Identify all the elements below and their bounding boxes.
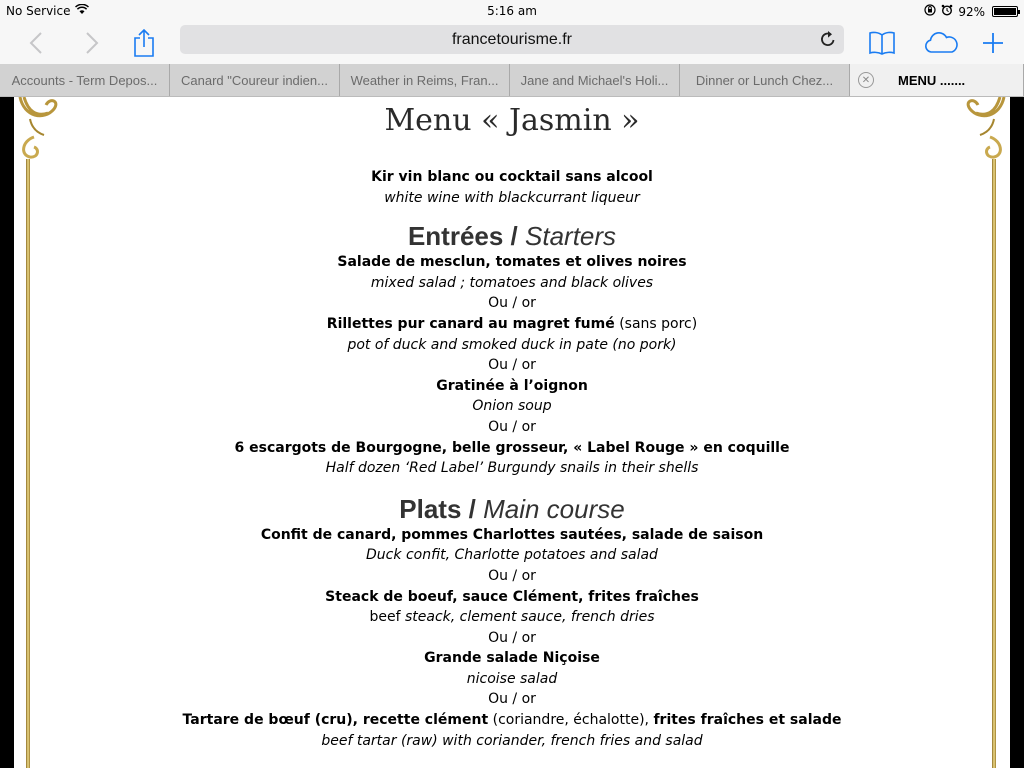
tab-label: Canard "Coureur indien... — [181, 72, 328, 88]
orientation-lock-icon — [924, 4, 936, 19]
alarm-icon — [941, 4, 953, 19]
forward-icon[interactable] — [82, 27, 102, 59]
menu-title: Menu « Jasmin » — [384, 103, 640, 138]
tab-label: Jane and Michael's Holi... — [520, 72, 669, 88]
clock: 5:16 am — [487, 4, 537, 18]
tab-label: Weather in Reims, Fran... — [350, 72, 499, 88]
back-icon[interactable] — [26, 27, 46, 59]
tab-holiday[interactable] — [510, 64, 680, 96]
main4-en: beef tartar (raw) with coriander, french fries and salad — [321, 732, 703, 749]
tab-weather[interactable] — [340, 64, 510, 96]
main4-fr — [0, 710, 1024, 731]
or-separator: Ou / or — [488, 567, 536, 584]
icloud-tabs-icon[interactable] — [922, 27, 960, 59]
main2-en — [0, 607, 1024, 628]
tab-canard[interactable] — [170, 64, 340, 96]
or-separator: Ou / or — [488, 418, 536, 435]
active-tab-label: MENU ....... — [898, 72, 966, 88]
address-bar[interactable] — [180, 25, 844, 54]
carrier-label: No Service — [6, 4, 71, 18]
or-separator: Ou / or — [488, 295, 536, 312]
bookmarks-icon[interactable] — [868, 27, 896, 59]
starter4-fr: 6 escargots de Bourgogne, belle grosseur, « Label Rouge » en coquille — [234, 439, 790, 456]
main1-fr: Confit de canard, pommes Charlottes sautées, salade de saison — [260, 526, 764, 543]
main3-en: nicoise salad — [466, 670, 558, 687]
close-tab-icon[interactable]: ✕ — [858, 72, 874, 88]
tab-label: Accounts - Term Depos... — [11, 72, 158, 88]
starter4-en: Half dozen ‘Red Label’ Burgundy snails in their shells — [325, 460, 699, 477]
tab-bar — [0, 64, 1024, 97]
main4-fr-a: Tartare de bœuf (cru), recette clément — [182, 712, 489, 729]
battery-percent: 92% — [958, 4, 985, 19]
battery-icon — [992, 6, 1018, 17]
url-text: francetourisme.fr — [451, 30, 573, 48]
or-separator: Ou / or — [488, 357, 536, 374]
starters-heading — [0, 220, 1024, 252]
new-tab-icon[interactable] — [980, 27, 1006, 59]
main4-fr-b: frites fraîches et salade — [653, 712, 842, 729]
starter3-fr: Gratinée à l’oignon — [436, 377, 588, 394]
main2-en-pre: beef — [369, 609, 401, 626]
web-page — [0, 97, 1024, 768]
starter2-fr-name: Rillettes pur canard au magret fumé — [326, 315, 615, 332]
or-separator: Ou / or — [488, 629, 536, 646]
starters-heading-en: Starters — [525, 221, 617, 252]
tab-dinner[interactable] — [680, 64, 850, 96]
mains-heading — [0, 493, 1024, 525]
tab-accounts[interactable] — [0, 64, 170, 96]
menu-content — [0, 97, 1024, 751]
main4-fr-note: (coriandre, échalotte), — [488, 712, 654, 729]
main3-fr: Grande salade Niçoise — [424, 650, 600, 667]
or-separator: Ou / or — [488, 691, 536, 708]
tab-menu-active[interactable] — [850, 64, 1024, 96]
starter2-fr — [0, 314, 1024, 335]
aperitif-en: white wine with blackcurrant liqueur — [384, 189, 640, 206]
starter2-en: pot of duck and smoked duck in pate (no pork) — [347, 336, 677, 353]
starter1-fr: Salade de mesclun, tomates et olives noires — [337, 254, 687, 271]
main1-en: Duck confit, Charlotte potatoes and salad — [366, 547, 658, 564]
reload-icon[interactable] — [820, 30, 836, 53]
starter3-en: Onion soup — [472, 398, 552, 415]
mains-heading-en: Main course — [483, 493, 625, 524]
share-icon[interactable] — [132, 27, 156, 59]
main2-en-rest: steack, clement sauce, french dries — [400, 609, 655, 626]
status-right — [924, 4, 1018, 19]
starters-heading-fr: Entrées / — [407, 221, 518, 252]
main2-fr: Steack de boeuf, sauce Clément, frites fraîches — [325, 588, 699, 605]
starter1-en: mixed salad ; tomatoes and black olives — [370, 274, 654, 291]
aperitif-fr: Kir vin blanc ou cocktail sans alcool — [371, 169, 653, 185]
browser-toolbar — [0, 22, 1024, 64]
mains-heading-fr: Plats / — [399, 493, 476, 524]
tab-label: Dinner or Lunch Chez... — [695, 72, 834, 88]
status-bar — [0, 0, 1024, 22]
starter2-fr-note: (sans porc) — [619, 315, 698, 332]
